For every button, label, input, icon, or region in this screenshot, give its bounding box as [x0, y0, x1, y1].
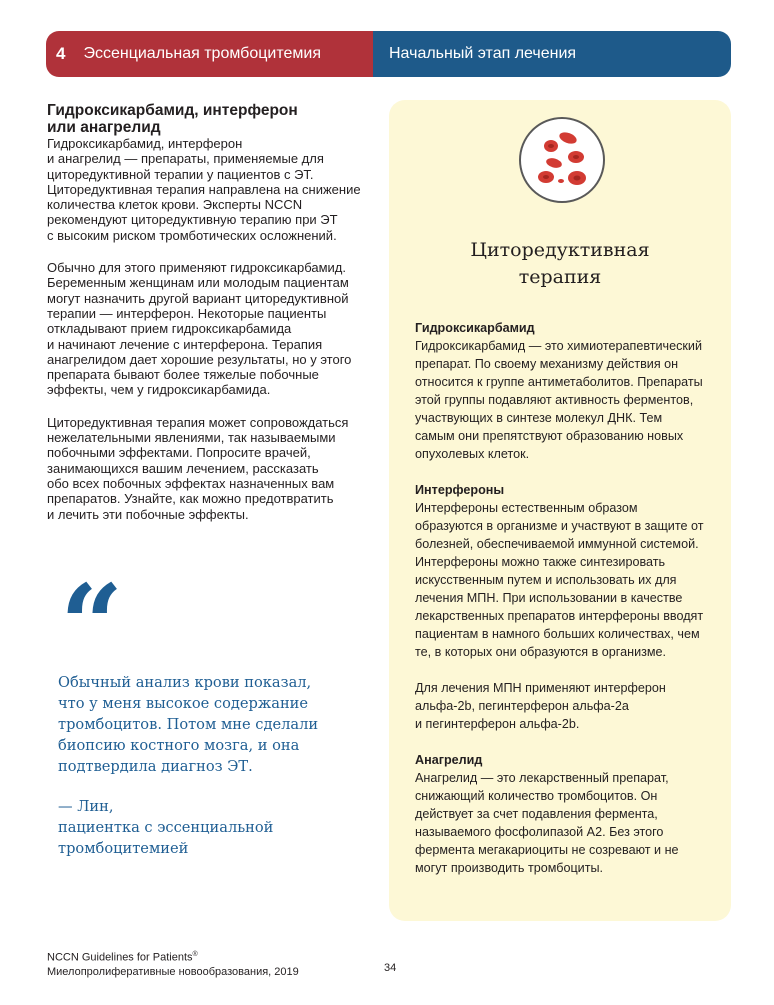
chapter-header	[46, 31, 731, 77]
sidebar-subheading: Интерфероны	[415, 483, 505, 497]
footer-publication	[47, 948, 299, 965]
footer-subtitle: Миелопролиферативные новообразования, 2019	[47, 965, 299, 978]
chapter-number: 4	[56, 44, 66, 63]
sidebar-body	[415, 319, 715, 895]
page-footer	[47, 948, 299, 979]
body-paragraph: Обычно для этого применяют гидроксикарбамид. Беременным женщинам или молодым пациентам могут назначить другой вариант циторедуктивной терапии — интерферон. Некоторые пациенты откладывают прием гидроксикарбамида и начинают лечение с интерферона. Терапия анагрелидом дает хорошие результаты, но у этого препарата бывают более тяжелые побочные эффекты, чем у гидроксикарбамида.	[47, 260, 352, 398]
chapter-label	[46, 31, 373, 77]
sidebar-paragraph: Гидроксикарбамид — это химиотерапевтический препарат. По своему механизму действия он относится к группе антиметаболитов. Препараты этой группы подавляют активность ферментов, участвующих в синтезе молекул ДНК. Тем самым они препятствуют образованию новых опухолевых клеток.	[415, 339, 703, 461]
body-paragraph: Гидроксикарбамид, интерферон и анагрелид — препараты, применяемые для циторедуктивной терапии у пациентов с ЭТ. Циторедуктивная терапия направлена на снижение количества клеток крови. Эксперты NCCN рекомендуют циторедуктивную терапию при ЭТ с высоким риском тромботических осложнений.	[47, 136, 361, 243]
quote-mark-icon: “	[60, 560, 124, 689]
sidebar-title: Циторедуктивная терапия	[470, 239, 650, 288]
sidebar-paragraph: Интерфероны естественным образом образуются в организме и участвуют в защите от болезней, обеспечиваемой иммунной системой. Интерфероны можно также синтезировать искусственным путем и использовать их для лечения МПН. При использовании в качестве лекарственных препаратов интерфероны вводят пациентам в намного больших количествах, чем те, в которых они образуются в организме.	[415, 501, 704, 659]
sidebar-paragraph: Для лечения МПН применяют интерферон альфа-2b, пегинтерферон альфа-2a и пегинтерферон альфа-2b.	[415, 681, 666, 731]
blood-cells-icon	[519, 117, 605, 203]
sidebar-paragraph: Анагрелид — это лекарственный препарат, снижающий количество тромбоцитов. Он действует за счет подавления фермента, называемого фосфолипазой А2. Без этого фермента мегакариоциты не созревают и не могут производить тромбоциты.	[415, 771, 679, 875]
registered-mark: ®	[192, 951, 198, 958]
chapter-title: Эссенциальная тромбоцитемия	[83, 45, 321, 62]
footer-title: NCCN Guidelines for Patients	[47, 951, 193, 964]
section-title: Начальный этап лечения	[373, 31, 731, 77]
main-column	[47, 102, 375, 539]
body-paragraph: Циторедуктивная терапия может сопровождаться нежелательными явлениями, так называемыми побочными эффектами. Попросите врачей, занимающихся вашим лечением, рассказать обо всех побочных эффектах назначенных вам препаратов. Узнайте, как можно предотвратить и лечить эти побочные эффекты.	[47, 414, 349, 522]
patient-quote: Обычный анализ крови показал, что у меня высокое содержание тромбоцитов. Потом мне сделали биопсию костного мозга, и она подтвердила диагноз ЭТ.	[58, 674, 319, 775]
section-heading: Гидроксикарбамид, интерферон или анагрелид	[47, 102, 298, 136]
page-number: 34	[384, 962, 397, 974]
sidebar-subheading: Гидроксикарбамид	[415, 321, 535, 335]
sidebar-subheading: Анагрелид	[415, 753, 483, 767]
info-sidebar	[389, 100, 731, 921]
quote-author: — Лин, пациентка с эссенциальной тромбоцитемией	[58, 798, 274, 857]
